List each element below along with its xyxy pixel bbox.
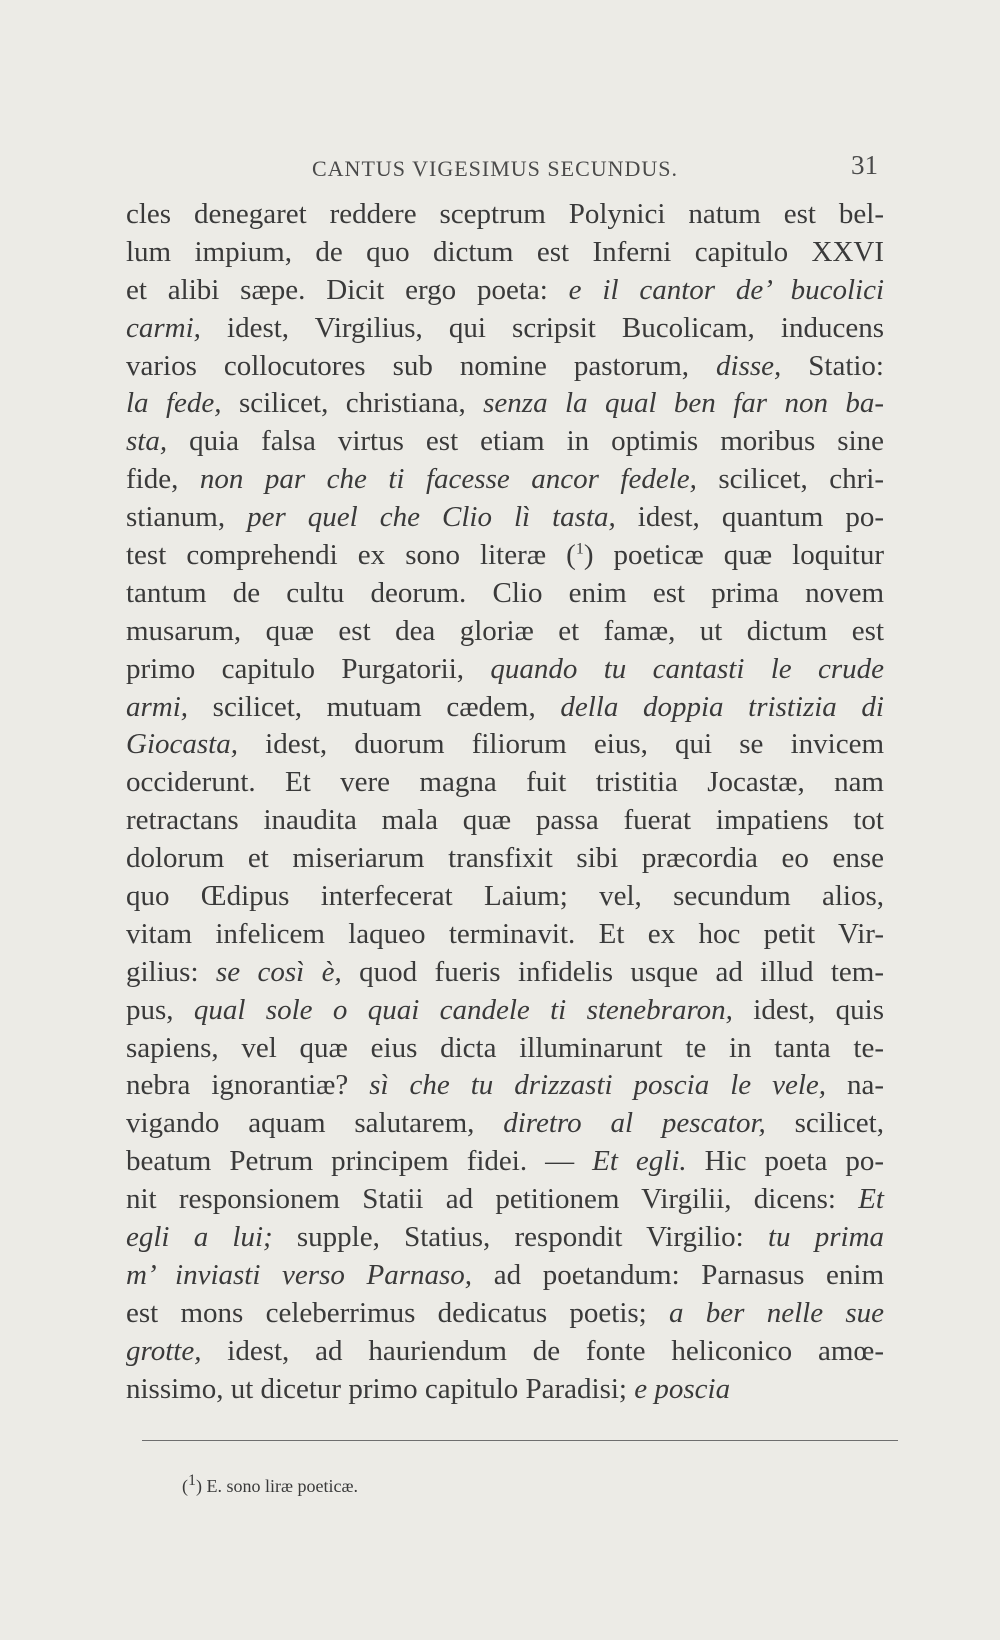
text-segment: Statio: — [781, 349, 884, 382]
italic-text: a ber nelle sue — [669, 1296, 884, 1329]
text-line — [126, 802, 884, 840]
running-head — [132, 150, 880, 196]
text-line — [126, 764, 884, 802]
text-line — [126, 1143, 884, 1181]
text-segment: dolorum et miseriarum transfixit sibi præcordia eo ense — [126, 842, 884, 875]
text-segment: nissimo, ut dicetur primo capitulo Paradisi; — [126, 1372, 635, 1405]
text-segment: nebra ignorantiæ? — [126, 1069, 370, 1102]
text-segment: na- — [826, 1069, 884, 1102]
text-line — [126, 385, 884, 423]
text-segment: stianum, — [126, 501, 248, 534]
text-line — [126, 575, 884, 613]
text-segment: et alibi sæpe. Dicit ergo poeta: — [126, 273, 569, 306]
italic-text: qual sole o quai candele ti stenebraron, — [193, 993, 733, 1026]
text-segment: vigando aquam salutarem, — [126, 1107, 504, 1140]
text-line — [126, 537, 884, 575]
text-segment: primo capitulo Purgatorii, — [126, 652, 491, 685]
text-line — [126, 1219, 884, 1257]
text-segment: nit responsionem Statii ad petitionem Virgilii, dicens: — [126, 1183, 859, 1216]
footnote-reference: 1 — [575, 540, 584, 558]
italic-text: disse, — [716, 349, 782, 382]
text-segment: idest, duorum filiorum eius, qui se invicem — [237, 728, 884, 761]
text-line — [126, 954, 884, 992]
page-number: 31 — [851, 150, 878, 180]
text-line — [126, 272, 884, 310]
text-line — [126, 310, 884, 348]
italic-text: Et — [858, 1183, 884, 1216]
text-segment: occiderunt. Et vere magna fuit tristitia Jocastæ, nam — [126, 766, 884, 799]
text-line — [126, 196, 884, 234]
italic-text: sta, — [126, 425, 168, 458]
text-segment: beatum Petrum principem fidei. — — [126, 1145, 593, 1178]
footnote — [182, 1472, 358, 1497]
text-line — [126, 1295, 884, 1333]
text-segment: musarum, quæ est dea gloriæ et famæ, ut dictum est — [126, 614, 884, 647]
italic-text: non par che ti facesse ancor fedele, — [199, 463, 697, 496]
italic-text: armi, — [126, 690, 189, 723]
running-title: CANTUS VIGESIMUS SECUNDUS. — [312, 156, 679, 181]
footnote-marker-number: 1 — [188, 1472, 196, 1489]
text-segment: pus, — [126, 993, 194, 1026]
italic-text: carmi, — [126, 311, 201, 344]
text-segment: supple, Statius, respondit Virgilio: — [272, 1221, 768, 1254]
footnote-marker-close: ) — [196, 1476, 202, 1496]
italic-text: quando tu cantasti le crude — [490, 652, 885, 685]
text-line — [126, 689, 884, 727]
text-segment: quod fueris infidelis usque ad illud tem- — [341, 955, 884, 988]
text-segment: scilicet, chri- — [696, 463, 884, 496]
text-line — [126, 651, 884, 689]
text-line — [126, 613, 884, 651]
text-line — [126, 461, 884, 499]
text-line — [126, 1181, 884, 1219]
italic-text: grotte, — [126, 1334, 202, 1367]
footnote-rule — [142, 1440, 898, 1441]
text-line — [126, 878, 884, 916]
text-segment: quo Œdipus interfecerat Laium; vel, secundum alios, — [126, 880, 884, 913]
italic-text: e il cantor de’ bucolici — [568, 273, 884, 306]
italic-text: m’ inviasti verso Parnaso, — [126, 1258, 473, 1291]
italic-text: diretro al pescator, — [503, 1107, 766, 1140]
text-segment: varios collocutores sub nomine pastorum, — [126, 349, 717, 382]
text-line — [126, 1067, 884, 1105]
italic-text: sì che tu drizzasti poscia le vele, — [369, 1069, 826, 1102]
italic-text: Et egli. — [592, 1145, 687, 1178]
text-line — [126, 1257, 884, 1295]
text-segment: test comprehendi ex sono literæ ( — [126, 539, 576, 572]
text-segment: idest, quantum po- — [615, 501, 884, 534]
italic-text: per quel che Clio lì tasta, — [247, 501, 616, 534]
text-segment: scilicet, christiana, — [221, 387, 484, 420]
italic-text: della doppia tristizia di — [560, 690, 884, 723]
italic-text: la fede, — [126, 387, 222, 420]
italic-text: se così è, — [215, 955, 342, 988]
text-segment: scilicet, — [765, 1107, 884, 1140]
text-segment: vitam infelicem laqueo terminavit. Et ex hoc petit Vir- — [126, 917, 884, 950]
text-line — [126, 234, 884, 272]
footnote-marker-open: ( — [182, 1476, 188, 1496]
text-line — [126, 916, 884, 954]
text-segment: scilicet, mutuam cædem, — [188, 690, 561, 723]
text-line — [126, 499, 884, 537]
italic-text: e poscia — [634, 1372, 731, 1405]
italic-text: egli a lui; — [126, 1221, 273, 1254]
text-line — [126, 1333, 884, 1371]
text-line — [126, 423, 884, 461]
text-line — [126, 840, 884, 878]
text-line — [126, 1105, 884, 1143]
text-segment: quia falsa virtus est etiam in optimis moribus sine — [167, 425, 884, 458]
text-segment: tantum de cultu deorum. Clio enim est prima novem — [126, 576, 884, 609]
footnote-text: E. sono liræ poeticæ. — [202, 1476, 358, 1496]
italic-text: tu prima — [767, 1221, 885, 1254]
body-text — [126, 196, 884, 1409]
text-segment: lum impium, de quo dictum est Inferni capitulo XXVI — [126, 235, 884, 268]
text-line — [126, 992, 884, 1030]
italic-text: senza la qual ben far non ba- — [483, 387, 885, 420]
text-segment: idest, ad hauriendum de fonte heliconico amœ- — [201, 1334, 884, 1367]
text-segment: idest, quis — [732, 993, 884, 1026]
text-line — [126, 348, 884, 386]
text-segment: idest, Virgilius, qui scripsit Bucolicam, inducens — [200, 311, 884, 344]
text-segment: est mons celeberrimus dedicatus poetis; — [126, 1296, 670, 1329]
text-segment: sapiens, vel quæ eius dicta illuminarunt te in tanta te- — [126, 1031, 884, 1064]
text-line — [126, 726, 884, 764]
text-segment: gilius: — [126, 955, 216, 988]
text-segment: Hic poeta po- — [686, 1145, 884, 1178]
text-segment: ) poeticæ quæ loquitur — [583, 539, 885, 572]
italic-text: Giocasta, — [126, 728, 238, 761]
text-segment: fide, — [126, 463, 200, 496]
text-line — [126, 1371, 884, 1409]
text-line — [126, 1030, 884, 1068]
text-segment: cles denegaret reddere sceptrum Polynici natum est bel- — [126, 198, 884, 230]
text-segment: retractans inaudita mala quæ passa fuerat impatiens tot — [126, 804, 884, 837]
text-segment: ad poetandum: Parnasus enim — [472, 1258, 885, 1291]
